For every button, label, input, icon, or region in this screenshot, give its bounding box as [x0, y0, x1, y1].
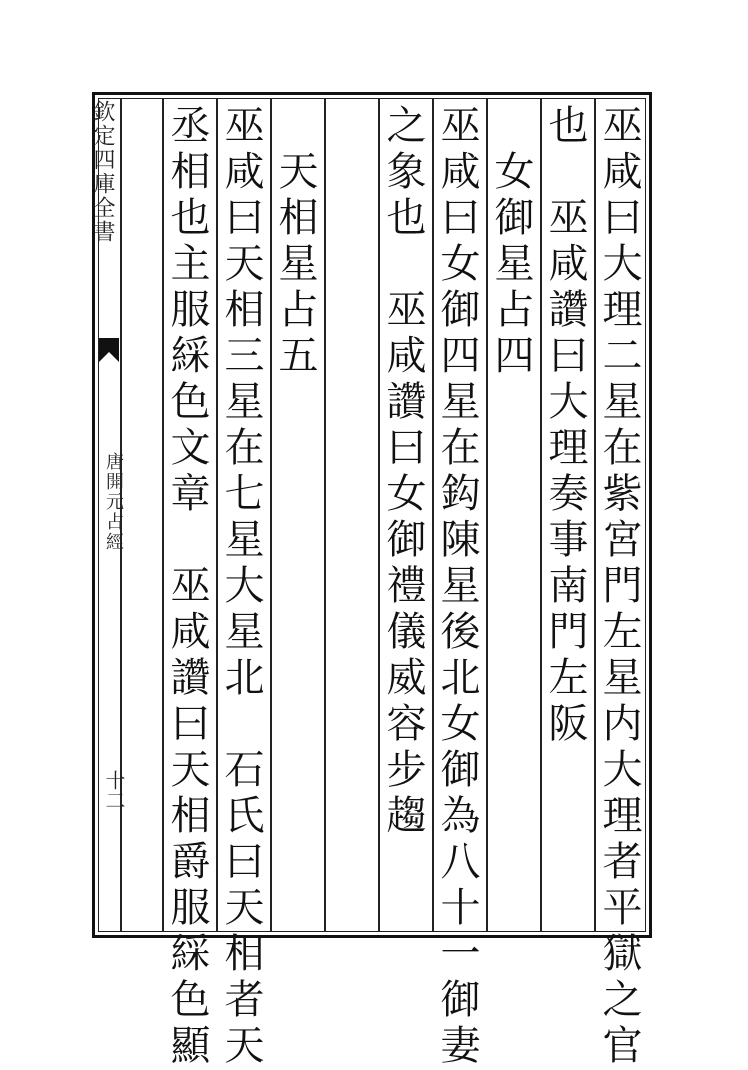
text-column-3: 女御星占四	[488, 104, 534, 380]
gutter-page-number: 十二	[102, 770, 126, 810]
text-column-9: 丞相也主服綵色文章 巫咸讚曰天相爵服綵色顯	[164, 104, 210, 1070]
text-column-4: 巫咸曰女御四星在鈎陳星後北女御為八十一御妻	[434, 104, 480, 1070]
fishtail-mark-icon	[98, 336, 120, 364]
gutter-section-title: 唐開元占經	[103, 452, 124, 552]
text-column-5: 之象也 巫咸讚曰女御禮儀威容步趨	[380, 104, 426, 840]
text-column-8: 巫咸曰天相三星在七星大星北 石氏曰天相者天	[218, 104, 264, 1070]
text-column-2: 也 巫咸讚曰大理奏事南門左阪	[542, 104, 588, 748]
text-column-7: 天相星占五	[272, 104, 318, 380]
column-rule	[324, 98, 326, 932]
text-column-1: 巫咸曰大理二星在紫宮門左星内大理者平獄之官	[596, 104, 642, 1070]
gutter-book-title: 欽定四庫全書	[90, 100, 115, 244]
